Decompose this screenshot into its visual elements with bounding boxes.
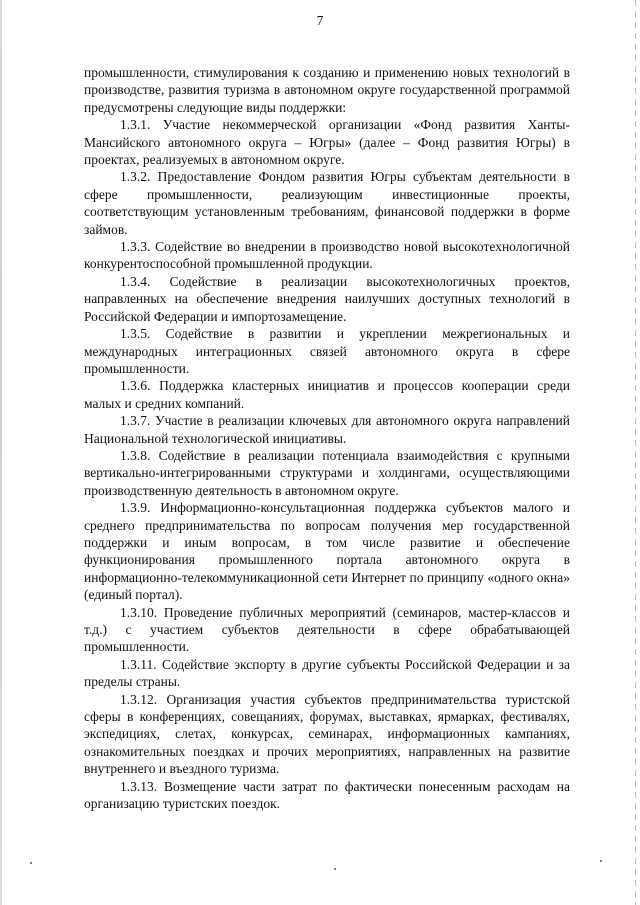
paragraph-1-3-5: 1.3.5. Содействие в развитии и укреплении межрегиональных и международных интеграционных связей автономного округа в сфере промышленности. [84,326,570,376]
paragraph-intro: промышленности, стимулирования к созданию и применению новых технологий в производстве, развития туризма в автономном округе государственной программой предусмотрены следующие виды поддержки: [84,65,570,115]
scan-edge-left [0,0,2,905]
scan-speck [30,862,32,864]
scan-edge-right [635,0,636,905]
paragraph-1-3-12: 1.3.12. Организация участия субъектов предпринимательства туристской сферы в конференциях, совещаниях, форумах, выставках, ярмарках, фестивалях, экспедициях, слетах, конкурсах, семинарах, информационных кампаниях, ознакомительных поездках и прочих мероприятиях, направленных на развитие внутреннего и въездного туризма. [84,691,570,777]
paragraph-1-3-6: 1.3.6. Поддержка кластерных инициатив и процессов кооперации среди малых и средних компаний. [84,378,570,411]
page-number: 7 [316,13,324,28]
paragraph-1-3-2: 1.3.2. Предоставление Фондом развития Югры субъектам деятельности в сфере промышленности, реализующим инвестиционные проекты, соответствующим установленным требованиям, финансовой поддержки в форме займов. [84,169,570,237]
paragraph-1-3-10: 1.3.10. Проведение публичных мероприятий (семинаров, мастер-классов и т.д.) с участием субъектов деятельности в сфере обрабатывающей промышленности. [84,604,570,655]
paragraph-1-3-7: 1.3.7. Участие в реализации ключевых для автономного округа направлений Национальной технологической инициативы. [84,413,570,446]
paragraph-1-3-9: 1.3.9. Информационно-консультационная поддержка субъектов малого и среднего предпринимательства по вопросам получения мер государственной поддержки и иным вопросам, в том числе развитие и обеспечение функционирования промышленного портала автономного округа в информационно-телекоммуникационной сети Интернет по принципу «одного окна» (единый портал). [84,500,570,603]
paragraph-1-3-4: 1.3.4. Содействие в реализации высокотехнологичных проектов, направленных на обеспечение внедрения наилучших доступных технологий в Российской Федерации и импортозамещение. [84,273,570,324]
paragraph-1-3-13: 1.3.13. Возмещение части затрат по фактически понесенным расходам на организацию туристских поездок. [84,778,570,812]
paragraph-1-3-11: 1.3.11. Содействие экспорту в другие субъекты Российской Федерации и за пределы страны. [84,656,570,690]
scan-speck [334,868,336,870]
paragraph-1-3-8: 1.3.8. Содействие в реализации потенциала взаимодействия с крупными вертикально-интегрированными структурами и холдингами, осуществляющими производственную деятельность в автономном округе. [84,447,570,498]
paragraph-1-3-1: 1.3.1. Участие некоммерческой организации «Фонд развития Ханты-Мансийского автономного округа – Югры» (далее – Фонд развития Югры) в проектах, реализуемых в автономном округе. [84,117,570,168]
document-body [84,64,570,812]
paragraph-1-3-3: 1.3.3. Содействие во внедрении в производство новой высокотехнологичной конкурентоспособной промышленной продукции. [84,239,570,272]
scan-speck [600,860,602,862]
